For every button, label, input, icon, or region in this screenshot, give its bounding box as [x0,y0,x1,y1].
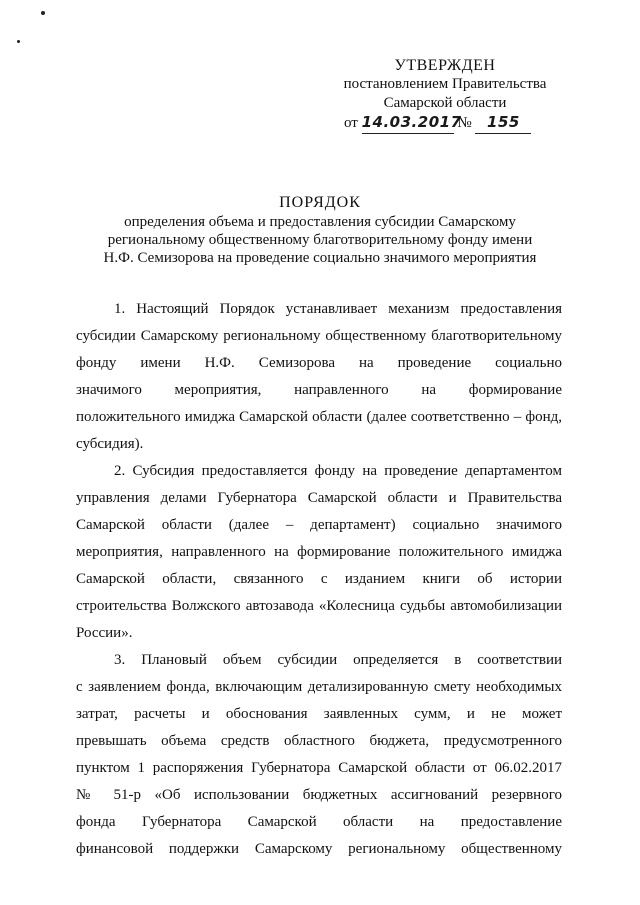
text-line: превышать объема средств областного бюджета, предусмотренного [76,733,562,749]
text-line: фонда Губернатора Самарской области на предоставление [76,814,562,830]
document-title: ПОРЯДОК [279,194,361,211]
text-line: России». [76,625,133,641]
document-subtitle-line: региональному общественному благотворительному фонду имени [107,232,533,248]
paragraph-2 [76,458,562,647]
approval-line-2: Самарской области [383,95,507,111]
text-line: значимого мероприятия, направленного на формирование [76,382,562,398]
text-line: № 51-р «Об использовании бюджетных ассигнований резервного [76,787,562,803]
text-line: затрат, расчеты и обоснования заявленных сумм, и не может [76,706,562,722]
paragraph-3 [76,647,562,863]
text-line: фонду имени Н.Ф. Семизорова на проведение социально [76,355,562,371]
document-subtitle-line: Н.Ф. Семизорова на проведение социально значимого мероприятия [103,250,537,266]
approval-line-1: постановлением Правительства [343,76,547,92]
approval-block [330,56,560,134]
document-heading [60,194,580,267]
paragraph-1 [76,296,562,458]
text-line: строительства Волжского автозавода «Колесница судьбы автомобилизации [76,598,562,614]
text-line: управления делами Губернатора Самарской области и Правительства [76,490,562,506]
text-line: положительного имиджа Самарской области (далее соответственно – фонд, [76,409,562,425]
approval-date-line [330,113,560,134]
handwritten-number: 155 [487,113,520,131]
text-line: с заявлением фонда, включающим детализированную смету необходимых [76,679,562,695]
date-prefix: от [344,115,358,131]
handwritten-date: 14.03.2017 [361,113,462,131]
document-body [76,296,562,863]
text-line: пунктом 1 распоряжения Губернатора Самарской области от 06.02.2017 [76,760,562,776]
number-prefix: № [457,115,472,131]
text-line: 3. Плановый объем субсидии определяется в соответствии [114,652,562,668]
text-line: финансовой поддержки Самарскому региональному общественному [76,841,562,857]
date-field [361,113,462,134]
text-line: 1. Настоящий Порядок устанавливает механизм предоставления [114,301,562,317]
scan-speck [17,40,20,43]
text-line: мероприятия, направленного на формирование положительного имиджа [76,544,562,560]
text-line: субсидия). [76,436,144,452]
text-line: субсидии Самарскому региональному общественному благотворительному [76,328,562,344]
approval-title: УТВЕРЖДЕН [394,57,496,74]
text-line: 2. Субсидия предоставляется фонду на проведение департаментом [114,463,562,479]
text-line: Самарской области, связанного с изданием книги об истории [76,571,562,587]
scan-speck [41,11,45,15]
number-field [475,113,531,134]
text-line: Самарской области (далее – департамент) социально значимого [76,517,562,533]
document-subtitle-line: определения объема и предоставления субсидии Самарскому [124,214,516,230]
